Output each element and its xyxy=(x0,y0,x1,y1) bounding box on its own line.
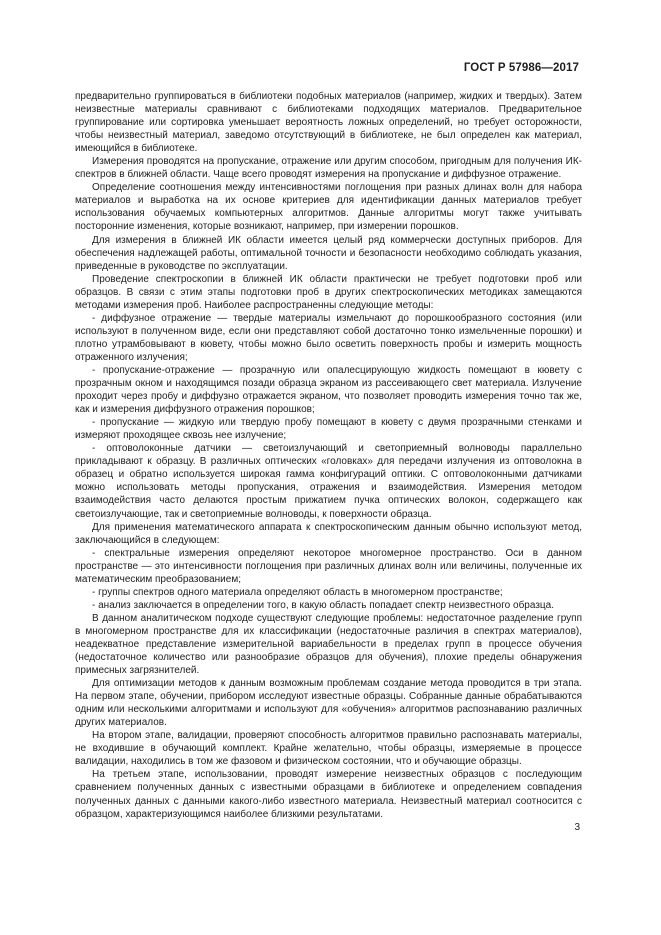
list-item: - пропускание — жидкую или твердую пробу помещают в кювету с двумя прозрачными стенками и измеряют проходящее сквозь нее излучение; xyxy=(75,417,582,442)
paragraph: Для оптимизации методов к данным возможным проблемам создание метода проводится в три этапа. На первом этапе, обучении, прибором исследуют известные образцы. Собранные данные обрабатываются одним или несколькими алгоритмами и используют для «обучения» алгоритмов распознаванию различных других материалов. xyxy=(75,678,582,729)
list-item: - группы спектров одного материала определяют область в многомерном пространстве; xyxy=(92,586,503,598)
paragraph: Для измерения в ближней ИК области имеется целый ряд коммерчески доступных приборов. Для обеспечения надлежащей работы, оптимальной точности и безопасности необходимо соблюдать указания, приведенные в руководстве по эксплуатации. xyxy=(75,234,582,272)
list-item: - анализ заключается в определении того, в какую область попадает спектр неизвестного образца. xyxy=(92,599,554,611)
paragraph: Определение соотношения между интенсивностями поглощения при разных длинах волн для набора материалов и выработка на их основе критериев для идентификации данных материалов требует использования обучаемых компьютерных алгоритмов. Данные алгоритмы могут также учитывать посторонние изменения, которые возникают, например, при измерении порошков. xyxy=(75,182,582,233)
paragraph-continuation: предварительно группироваться в библиотеки подобных материалов (например, жидких и твердых). Затем неизвестные материалы сравнивают с библиотеками подходящих материалов. Предварительное группирование или сортировка уменьшает вероятность ложных определений, но требует осторожности, чтобы неизвестный материал, заведомо отсутствующий в библиотеке, не был определен как материал, имеющийся в библиотеке. xyxy=(75,91,582,155)
paragraph: На втором этапе, валидации, проверяют способность алгоритмов правильно распознавать материалы, не входившие в обучающий комплект. Крайне желательно, чтобы образцы, измеряемые в процессе валидации, находились в том же фазовом и физическом состоянии, что и обучающие образцы. xyxy=(75,730,582,768)
standard-header: ГОСТ Р 57986—2017 xyxy=(463,62,579,74)
paragraph: Проведение спектроскопии в ближней ИК области практически не требует подготовки проб или образцов. В связи с этим этапы подготовки проб в других спектроскопических методиках замещаются методами измерения проб. Наиболее распространенны следующие методы: xyxy=(75,273,582,311)
list-item: - оптоволоконные датчики — светоизлучающий и светоприемный волноводы параллельно прикладывают к образцу. В различных оптических «головках» для передачи излучения из оптоволокна в образец и обратно используется широкая гамма конфигураций оптики. С оптоволоконными датчиками можно использовать методы пропускания, отражения и взаимодействия. Измерения методом взаимодействия часто делаются простым прижатием пучка оптических волокон, содержащего как светоизлучающие, так и светоприемные волноводы, к поверхности образца. xyxy=(75,443,582,520)
paragraph: Измерения проводятся на пропускание, отражение или другим способом, пригодным для получения ИК-спектров в ближней области. Чаще всего проводят измерения на пропускание и диффузное отражение. xyxy=(75,156,582,181)
paragraph: В данном аналитическом подходе существуют следующие проблемы: недостаточное разделение групп в многомерном пространстве для их классификации (недостаточные различия в спектрах материалов), неадекватное представление измерительной вариабельности в пределах групп в процессе обучения (недостаточное количество или разнообразие образцов для обучения), плохие пределы обнаружения примесных загрязнителей. xyxy=(75,612,582,677)
paragraph: На третьем этапе, использовании, проводят измерение неизвестных образцов с последующим сравнением полученных данных с известными образцами в библиотеке и определением совпадения полученных данных с данными какого-либо известного материала. Неизвестный материал соотносится с образцом, характеризующимся наиболее близкими результатами. xyxy=(75,769,582,820)
list-item: - пропускание-отражение — прозрачную или опалесцирующую жидкость помещают в кювету с прозрачным окном и находящимся позади образца экраном из рассеивающего свет материала. Излучение проходит через пробу и диффузно отражается экраном, что позволяет проводить измерения точно так же, как и измерения диффузного отражения порошков; xyxy=(75,364,582,416)
document-body xyxy=(75,90,582,821)
list-item: - диффузное отражение — твердые материалы измельчают до порошкообразного состояния (или используют в полученном виде, если они представляют собой достаточно тонко измельченные порошки) и плотно утрамбовывают в кювету, чтобы можно было осветить поверхность пробы и измерить мощность отраженного излучения; xyxy=(75,312,582,363)
paragraph: Для применения математического аппарата к спектроскопическим данным обычно используют метод, заключающийся в следующем: xyxy=(75,521,582,546)
page-number: 3 xyxy=(574,822,580,833)
list-item: - спектральные измерения определяют некоторое многомерное пространство. Оси в данном пространстве — это интенсивности поглощения при различных длинах волн или величины, полученные их математическим преобразованием; xyxy=(75,547,582,585)
